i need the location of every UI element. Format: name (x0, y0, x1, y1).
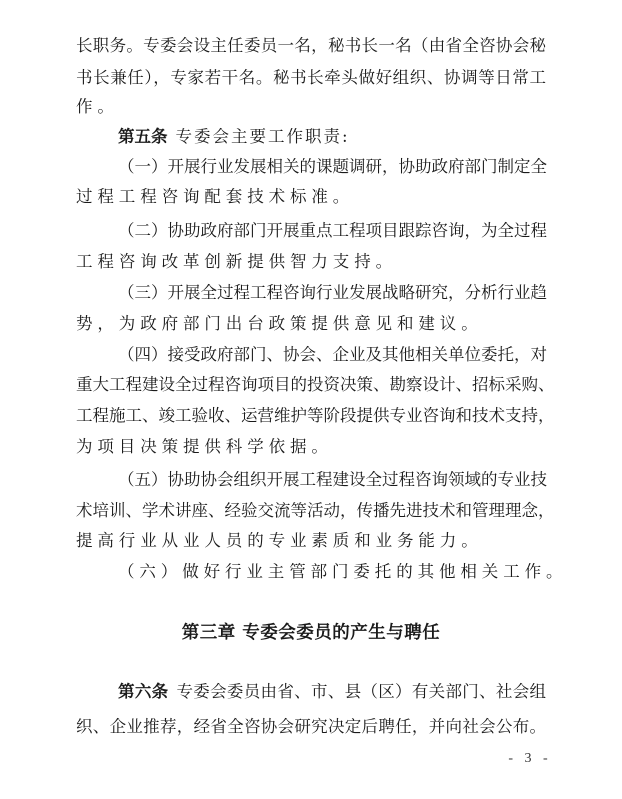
paragraph-line: 作。 (76, 97, 119, 116)
list-item-3-line: （三）开展全过程工程咨询行业发展战略研究，分析行业趋 (118, 283, 547, 302)
article-6-line (118, 677, 546, 707)
list-item-5-line: （五）协助协会组织开展工程建设全过程咨询领域的专业技 (118, 470, 547, 489)
list-item-3-line: 势，为政府部门出台政策提供意见和建议。 (76, 314, 483, 333)
article-5-heading (118, 122, 546, 152)
page-number: - 3 - (508, 751, 552, 766)
list-item-4-line: （四）接受政府部门、协会、企业及其他相关单位委托，对 (118, 345, 547, 364)
article-label: 第六条 (118, 682, 169, 701)
paragraph-line: 书长兼任），专家若干名。秘书长牵头做好组织、协调等日常工 (76, 68, 546, 87)
article-6-line: 织、企业推荐，经省全咨协会研究决定后聘任，并向社会公布。 (76, 717, 546, 736)
list-item-5-line: 提高行业从业人员的专业素质和业务能力。 (76, 531, 483, 550)
list-item-6-line: （六）做好行业主管部门委托的其他相关工作。 (118, 562, 568, 581)
list-item-4-line: 重大工程建设全过程咨询项目的投资决策、勘察设计、招标采购、 (76, 375, 555, 394)
list-item-4-line: 为项目决策提供科学依据。 (76, 437, 333, 456)
list-item-4-line: 工程施工、竣工验收、运营维护等阶段提供专业咨询和技术支持， (76, 406, 555, 425)
list-item-2-line: （二）协助政府部门开展重点工程项目跟踪咨询，为全过程 (118, 221, 547, 240)
article-text: 专委会主要工作职责: (175, 127, 350, 146)
list-item-1-line: 过程工程咨询配套技术标准。 (76, 187, 355, 206)
list-item-1-line: （一）开展行业发展相关的课题调研，协助政府部门制定全 (118, 157, 547, 176)
article-label: 第五条 (118, 127, 168, 146)
chapter-heading: 第三章 专委会委员的产生与聘任 (181, 623, 441, 643)
list-item-2-line: 工程咨询改革创新提供智力支持。 (76, 252, 397, 271)
paragraph-line: 长职务。专委会设主任委员一名，秘书长一名（由省全咨协会秘 (76, 36, 546, 55)
article-text: 专委会委员由省、市、县（区）有关部门、社会组 (176, 682, 546, 701)
list-item-5-line: 术培训、学术讲座、经验交流等活动，传播先进技术和管理理念， (76, 501, 555, 520)
